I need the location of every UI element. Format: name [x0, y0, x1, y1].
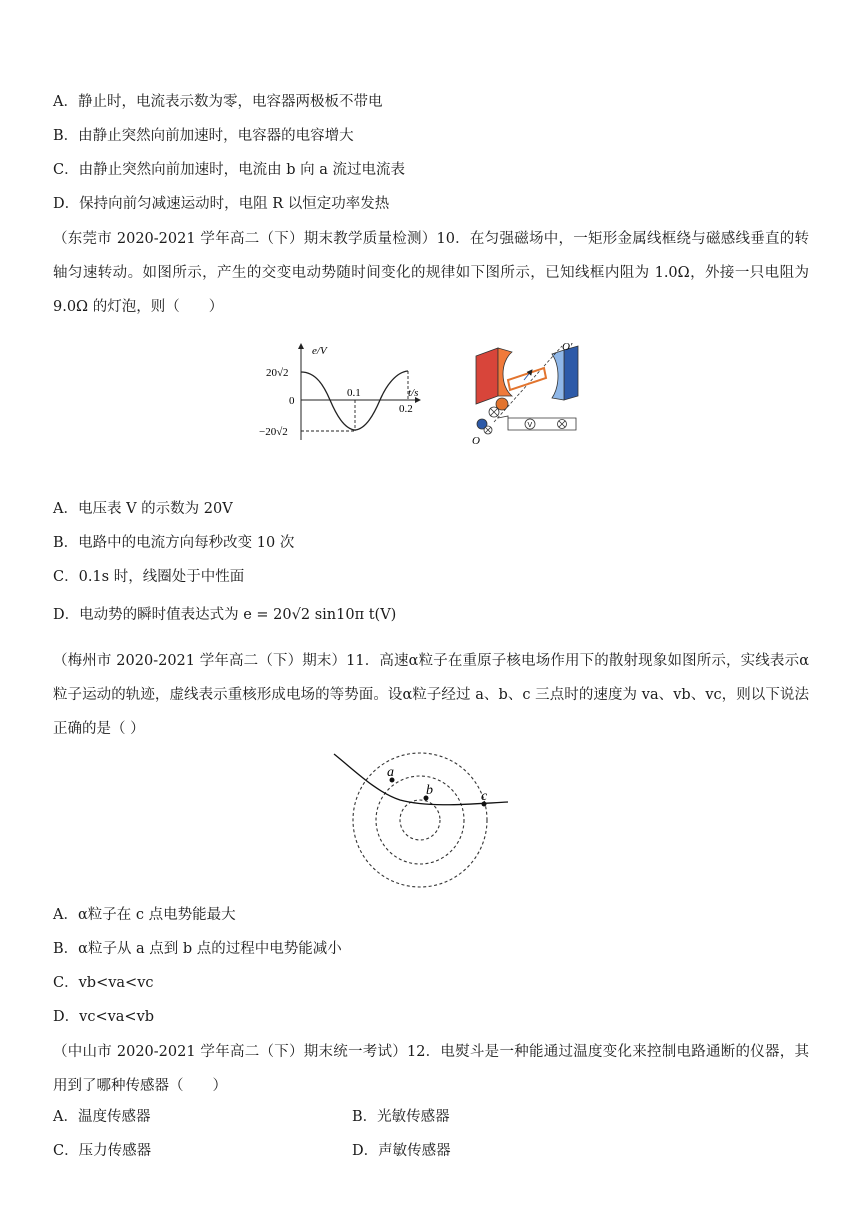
label-b: b	[426, 783, 433, 798]
x-tick-01: 0.1	[347, 387, 361, 399]
q12-option-a: A．温度传感器	[53, 1109, 151, 1125]
south-pole-magnet	[552, 350, 564, 400]
q10-option-a: A．电压表 V 的示数为 20V	[53, 501, 233, 517]
alpha-scattering-figure	[330, 748, 520, 898]
q10-stem: （东莞市 2020-2021 学年高二（下）期末教学质量检测）10．在匀强磁场中，一矩形金属线框绕与磁感线垂直的转轴匀速转动。如图所示，产生的交变电动势随时间变化的规律如下图所示，已知线框内阻为 1.0Ω，外接一只电阻为 9.0Ω 的灯泡，则（ ）	[53, 231, 809, 315]
q10-option-b: B．电路中的电流方向每秒改变 10 次	[53, 535, 295, 551]
emf-time-graph	[258, 338, 428, 448]
q10-option-c: C．0.1s 时，线圈处于中性面	[53, 569, 245, 585]
q11-option-c: C．vb<va<vc	[53, 975, 154, 991]
y-pos-label: 20√2	[266, 367, 289, 379]
q12-option-b: B．光敏传感器	[352, 1109, 450, 1125]
q10-option-d: D．电动势的瞬时值表达式为 e = 20√2 sin10π t(V)	[53, 607, 397, 623]
x-tick-02: 0.2	[399, 403, 413, 415]
ac-generator-figure	[468, 338, 588, 450]
equipotential-middle	[376, 776, 464, 864]
equipotential-inner	[400, 800, 440, 840]
y-zero-label: 0	[289, 395, 295, 407]
x-axis-label: t/s	[408, 387, 419, 399]
q11-stem: （梅州市 2020-2021 学年高二（下）期末）11．高速α粒子在重原子核电场作用下的散射现象如图所示，实线表示α粒子运动的轨迹，虚线表示重核形成电场的等势面。设α粒子经过 a、b、c 三点时的速度为 va、vb、vc，则以下说法正确的是（ ）	[53, 653, 809, 737]
q11-option-b: B．α粒子从 a 点到 b 点的过程中电势能减小	[53, 941, 342, 957]
q11-option-a: A．α粒子在 c 点电势能最大	[53, 907, 236, 923]
label-c: c	[481, 789, 488, 804]
equipotential-outer	[353, 753, 487, 887]
q11-option-d: D．vc<va<vb	[53, 1009, 155, 1025]
q12-option-c: C．压力传感器	[53, 1143, 152, 1159]
axis-label-o-prime: O′	[562, 341, 573, 353]
q12-option-d: D．声敏传感器	[352, 1143, 451, 1159]
y-axis-label: e/V	[312, 345, 327, 357]
q9-option-b: B．由静止突然向前加速时，电容器的电容增大	[53, 128, 354, 144]
coil-loop	[508, 368, 546, 390]
q12-stem: （中山市 2020-2021 学年高二（下）期末统一考试）12．电熨斗是一种能通过温度变化来控制电路通断的仪器，其用到了哪种传感器（ ）	[53, 1044, 809, 1094]
svg-text:V: V	[527, 422, 533, 429]
q9-option-d: D．保持向前匀减速运动时，电阻 R 以恒定功率发热	[53, 196, 390, 212]
y-neg-label: −20√2	[259, 426, 288, 438]
label-a: a	[387, 765, 394, 780]
q9-option-a: A．静止时，电流表示数为零，电容器两极板不带电	[53, 94, 383, 110]
q9-option-c: C．由静止突然向前加速时，电流由 b 向 a 流过电流表	[53, 162, 405, 178]
axis-label-o: O	[472, 435, 480, 447]
